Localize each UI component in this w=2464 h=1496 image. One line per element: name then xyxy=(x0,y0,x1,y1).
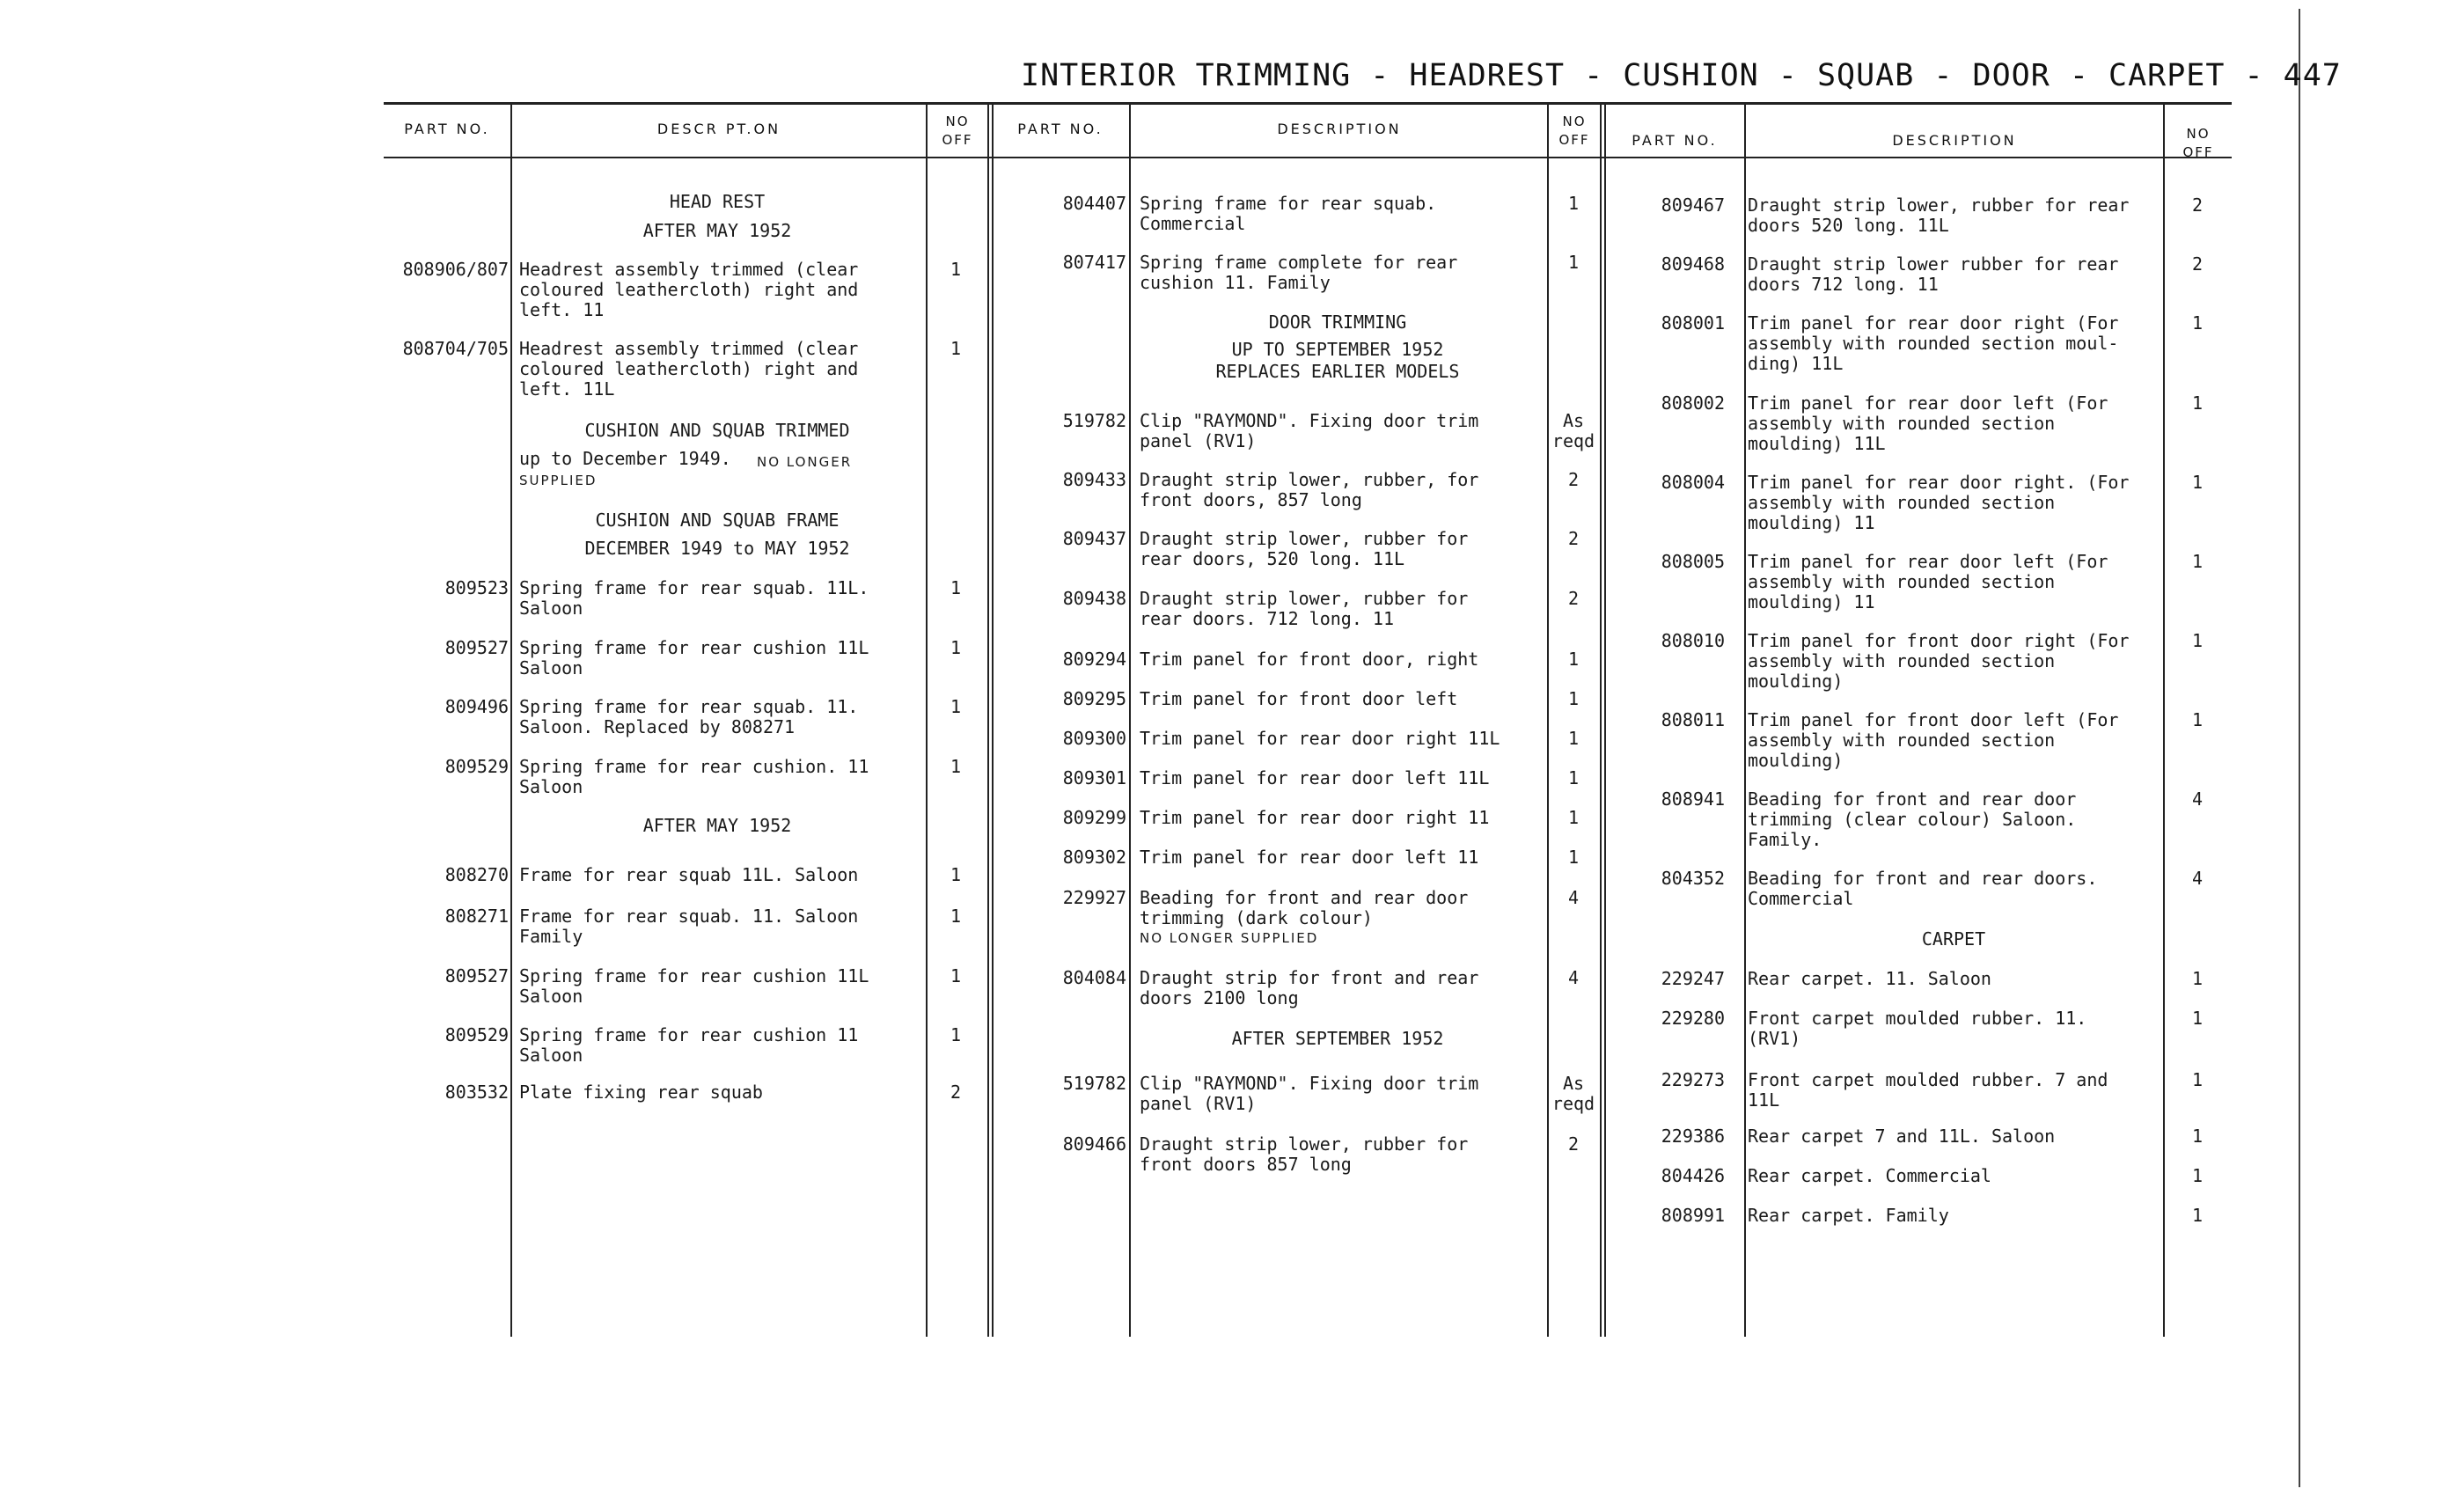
part-number: 809300 xyxy=(1062,728,1126,749)
column-rule xyxy=(510,105,512,1337)
quantity: 1 xyxy=(2191,1205,2204,1226)
part-description: Clip "RAYMOND". Fixing door trim panel (RV1) xyxy=(1140,410,1479,451)
col-header-no-off: NO OFF xyxy=(942,114,973,148)
quantity: 1 xyxy=(1567,847,1580,868)
quantity: 1 xyxy=(1567,688,1580,709)
quantity: 1 xyxy=(2191,1008,2204,1029)
part-number: 808270 xyxy=(444,864,509,885)
part-description: Trim panel for front door right (For assembly with rounded section moulding) xyxy=(1748,630,2130,692)
part-description: Trim panel for rear door right 11L xyxy=(1140,728,1500,749)
availability-note: NO LONGER xyxy=(757,454,853,470)
part-description: Draught strip lower, rubber for rear doors. 712 long. 11 xyxy=(1140,588,1469,629)
quantity: 1 xyxy=(1567,807,1580,828)
column-rule xyxy=(992,105,994,1337)
col-header-description: DESCR PT.ON xyxy=(656,121,781,137)
part-description: Draught strip lower, rubber for rear doors, 520 long. 11L xyxy=(1140,528,1469,569)
part-number: 807417 xyxy=(1062,252,1126,273)
part-number: 809301 xyxy=(1062,767,1126,788)
part-description: Beading for front and rear door trimming (clear colour) Saloon. Family. xyxy=(1748,788,2077,850)
col-header-no-off: NO OFF xyxy=(1558,114,1590,148)
part-number: 809529 xyxy=(444,756,509,777)
section-heading: AFTER MAY 1952 xyxy=(642,220,792,241)
part-description: Draught strip lower, rubber, for front doors, 857 long xyxy=(1140,469,1479,510)
part-number: 804352 xyxy=(1661,868,1725,889)
part-number: 809437 xyxy=(1062,528,1126,549)
quantity: 1 xyxy=(2191,392,2204,414)
part-description: Trim panel for front door left xyxy=(1140,688,1458,709)
section-heading: DOOR TRIMMING xyxy=(1268,312,1407,333)
part-number: 809438 xyxy=(1062,588,1126,609)
quantity: 1 xyxy=(2191,1069,2204,1090)
part-description: Trim panel for front door, right xyxy=(1140,649,1479,670)
quantity: 2 xyxy=(950,1082,962,1103)
part-description: Trim panel for rear door left 11 xyxy=(1140,847,1479,868)
column-rule xyxy=(1129,105,1131,1337)
part-description: Spring frame for rear squab. 11L. Saloon xyxy=(519,577,869,619)
part-description: Spring frame complete for rear cushion 11. Family xyxy=(1140,252,1458,293)
section-heading: DECEMBER 1949 to MAY 1952 xyxy=(584,538,850,559)
part-number: 809527 xyxy=(444,637,509,658)
col-header-no-off: NO OFF xyxy=(2182,126,2214,160)
column-rule xyxy=(926,105,928,1337)
page-title: INTERIOR TRIMMING - HEADREST - CUSHION - SQUAB - DOOR - CARPET - 447 xyxy=(1021,58,2342,93)
part-number: 808271 xyxy=(444,906,509,927)
quantity: 1 xyxy=(950,756,962,777)
section-heading: REPLACES EARLIER MODELS xyxy=(1215,361,1460,382)
part-number: 809467 xyxy=(1661,194,1725,216)
part-description: Spring frame for rear cushion. 11 Saloon xyxy=(519,756,869,797)
quantity: 1 xyxy=(1567,252,1580,273)
part-number: 808906/807 xyxy=(402,259,509,280)
part-description: Trim panel for rear door left (For assembly with rounded section moulding) 11L xyxy=(1748,392,2108,454)
part-number: 229386 xyxy=(1661,1126,1725,1147)
section-heading: HEAD REST xyxy=(669,191,766,212)
quantity: 1 xyxy=(2191,1165,2204,1186)
part-description: Draught strip for front and rear doors 2100 long xyxy=(1140,967,1479,1008)
part-number: 229280 xyxy=(1661,1008,1725,1029)
part-description: Trim panel for rear door right (For assembly with rounded section moul- ding) 11L xyxy=(1748,312,2119,374)
quantity: 1 xyxy=(2191,968,2204,989)
part-description: Rear carpet. Commercial xyxy=(1748,1165,1991,1186)
part-description: Trim panel for rear door right. (For assembly with rounded section moulding) 11 xyxy=(1748,472,2130,533)
part-number: 809299 xyxy=(1062,807,1126,828)
part-description: Spring frame for rear squab. Commercial xyxy=(1140,193,1437,234)
quantity: 1 xyxy=(950,1024,962,1045)
part-description: Spring frame for rear cushion 11L Saloon xyxy=(519,637,869,678)
part-description: Trim panel for rear door right 11 xyxy=(1140,807,1490,828)
col-header-description: DESCRIPTION xyxy=(1277,121,1402,137)
part-number: 229927 xyxy=(1062,887,1126,908)
quantity: 1 xyxy=(950,637,962,658)
section-heading: CUSHION AND SQUAB FRAME xyxy=(595,510,840,531)
quantity: 1 xyxy=(950,696,962,717)
quantity: 2 xyxy=(1567,469,1580,490)
part-description: Spring frame for rear cushion 11 Saloon xyxy=(519,1024,859,1066)
section-heading: AFTER MAY 1952 xyxy=(642,815,792,836)
part-description: Beading for front and rear doors. Commercial xyxy=(1748,868,2098,909)
header-bottom-rule xyxy=(384,157,2232,158)
part-number: 809294 xyxy=(1062,649,1126,670)
quantity: 1 xyxy=(950,338,962,359)
page-edge xyxy=(2299,9,2300,1487)
part-description: Spring frame for rear cushion 11L Saloon xyxy=(519,965,869,1007)
part-description: Headrest assembly trimmed (clear coloured leathercloth) right and left. 11 xyxy=(519,259,859,320)
part-description: Headrest assembly trimmed (clear coloured leathercloth) right and left. 11L xyxy=(519,338,859,400)
quantity: 1 xyxy=(950,259,962,280)
part-description: Trim panel for front door left (For assembly with rounded section moulding) xyxy=(1748,709,2119,771)
availability-note: NO LONGER SUPPLIED xyxy=(1140,930,1319,946)
part-number: 809529 xyxy=(444,1024,509,1045)
quantity: 1 xyxy=(2191,312,2204,334)
quantity: 1 xyxy=(950,864,962,885)
quantity: 2 xyxy=(2191,194,2204,216)
quantity: 1 xyxy=(950,906,962,927)
part-description: Draught strip lower, rubber for rear doors 520 long. 11L xyxy=(1748,194,2130,236)
quantity: 1 xyxy=(1567,193,1580,214)
part-description: Rear carpet 7 and 11L. Saloon xyxy=(1748,1126,2056,1147)
part-number: 808004 xyxy=(1661,472,1725,493)
part-number: 229247 xyxy=(1661,968,1725,989)
part-number: 809433 xyxy=(1062,469,1126,490)
part-number: 808002 xyxy=(1661,392,1725,414)
quantity: 1 xyxy=(950,965,962,986)
part-number: 809468 xyxy=(1661,253,1725,275)
part-description: Draught strip lower rubber for rear doors 712 long. 11 xyxy=(1748,253,2119,295)
quantity: 2 xyxy=(1567,1133,1580,1155)
part-number: 229273 xyxy=(1661,1069,1725,1090)
part-number: 808011 xyxy=(1661,709,1725,730)
part-number: 808991 xyxy=(1661,1205,1725,1226)
part-number: 809466 xyxy=(1062,1133,1126,1155)
part-number: 809295 xyxy=(1062,688,1126,709)
part-description: up to December 1949. xyxy=(519,448,731,469)
quantity: 1 xyxy=(2191,709,2204,730)
part-number: 809302 xyxy=(1062,847,1126,868)
quantity: 1 xyxy=(2191,472,2204,493)
quantity: 1 xyxy=(1567,728,1580,749)
part-description: Beading for front and rear door trimming (dark colour) xyxy=(1140,887,1469,928)
quantity: 1 xyxy=(2191,630,2204,651)
column-rule xyxy=(2163,105,2165,1337)
quantity: 2 xyxy=(1567,528,1580,549)
part-description: Plate fixing rear squab xyxy=(519,1082,763,1103)
section-heading: CARPET xyxy=(1921,928,1986,950)
section-heading: CUSHION AND SQUAB TRIMMED xyxy=(584,420,850,441)
part-number: 809496 xyxy=(444,696,509,717)
section-heading: AFTER SEPTEMBER 1952 xyxy=(1231,1028,1444,1049)
quantity: 4 xyxy=(1567,967,1580,988)
part-number: 519782 xyxy=(1062,410,1126,431)
col-header-description: DESCRIPTION xyxy=(1892,132,2017,149)
quantity: 1 xyxy=(1567,767,1580,788)
column-rule xyxy=(1744,105,1746,1337)
col-header-part-no: PART NO. xyxy=(1017,121,1104,137)
header-top-rule xyxy=(384,102,2232,105)
part-number: 804407 xyxy=(1062,193,1126,214)
quantity: As reqd xyxy=(1551,1073,1595,1114)
part-description: Clip "RAYMOND". Fixing door trim panel (RV1) xyxy=(1140,1073,1479,1114)
part-number: 808941 xyxy=(1661,788,1725,810)
part-description: Front carpet moulded rubber. 11. (RV1) xyxy=(1748,1008,2087,1049)
quantity: 2 xyxy=(2191,253,2204,275)
quantity: As reqd xyxy=(1551,410,1595,451)
part-number: 804084 xyxy=(1062,967,1126,988)
quantity: 1 xyxy=(2191,551,2204,572)
part-description: Trim panel for rear door left (For assembly with rounded section moulding) 11 xyxy=(1748,551,2108,612)
part-description: Rear carpet. 11. Saloon xyxy=(1748,968,1991,989)
part-number: 808704/705 xyxy=(402,338,509,359)
part-number: 808010 xyxy=(1661,630,1725,651)
availability-note: SUPPLIED xyxy=(519,473,598,488)
quantity: 1 xyxy=(950,577,962,598)
part-description: Draught strip lower, rubber for front doors 857 long xyxy=(1140,1133,1469,1175)
part-description: Frame for rear squab. 11. Saloon Family xyxy=(519,906,859,947)
part-number: 809527 xyxy=(444,965,509,986)
quantity: 4 xyxy=(1567,887,1580,908)
part-description: Rear carpet. Family xyxy=(1748,1205,1949,1226)
column-rule xyxy=(987,105,989,1337)
col-header-part-no: PART NO. xyxy=(404,121,490,137)
col-header-part-no: PART NO. xyxy=(1632,132,1718,149)
quantity: 4 xyxy=(2191,788,2204,810)
quantity: 1 xyxy=(1567,649,1580,670)
quantity: 2 xyxy=(1567,588,1580,609)
part-description: Trim panel for rear door left 11L xyxy=(1140,767,1490,788)
part-number: 809523 xyxy=(444,577,509,598)
section-heading: UP TO SEPTEMBER 1952 xyxy=(1231,339,1444,360)
quantity: 1 xyxy=(2191,1126,2204,1147)
part-description: Front carpet moulded rubber. 7 and 11L xyxy=(1748,1069,2108,1111)
part-description: Spring frame for rear squab. 11. Saloon. Replaced by 808271 xyxy=(519,696,859,737)
part-description: Frame for rear squab 11L. Saloon xyxy=(519,864,859,885)
part-number: 804426 xyxy=(1661,1165,1725,1186)
part-number: 808001 xyxy=(1661,312,1725,334)
part-number: 519782 xyxy=(1062,1073,1126,1094)
part-number: 803532 xyxy=(444,1082,509,1103)
part-number: 808005 xyxy=(1661,551,1725,572)
quantity: 4 xyxy=(2191,868,2204,889)
